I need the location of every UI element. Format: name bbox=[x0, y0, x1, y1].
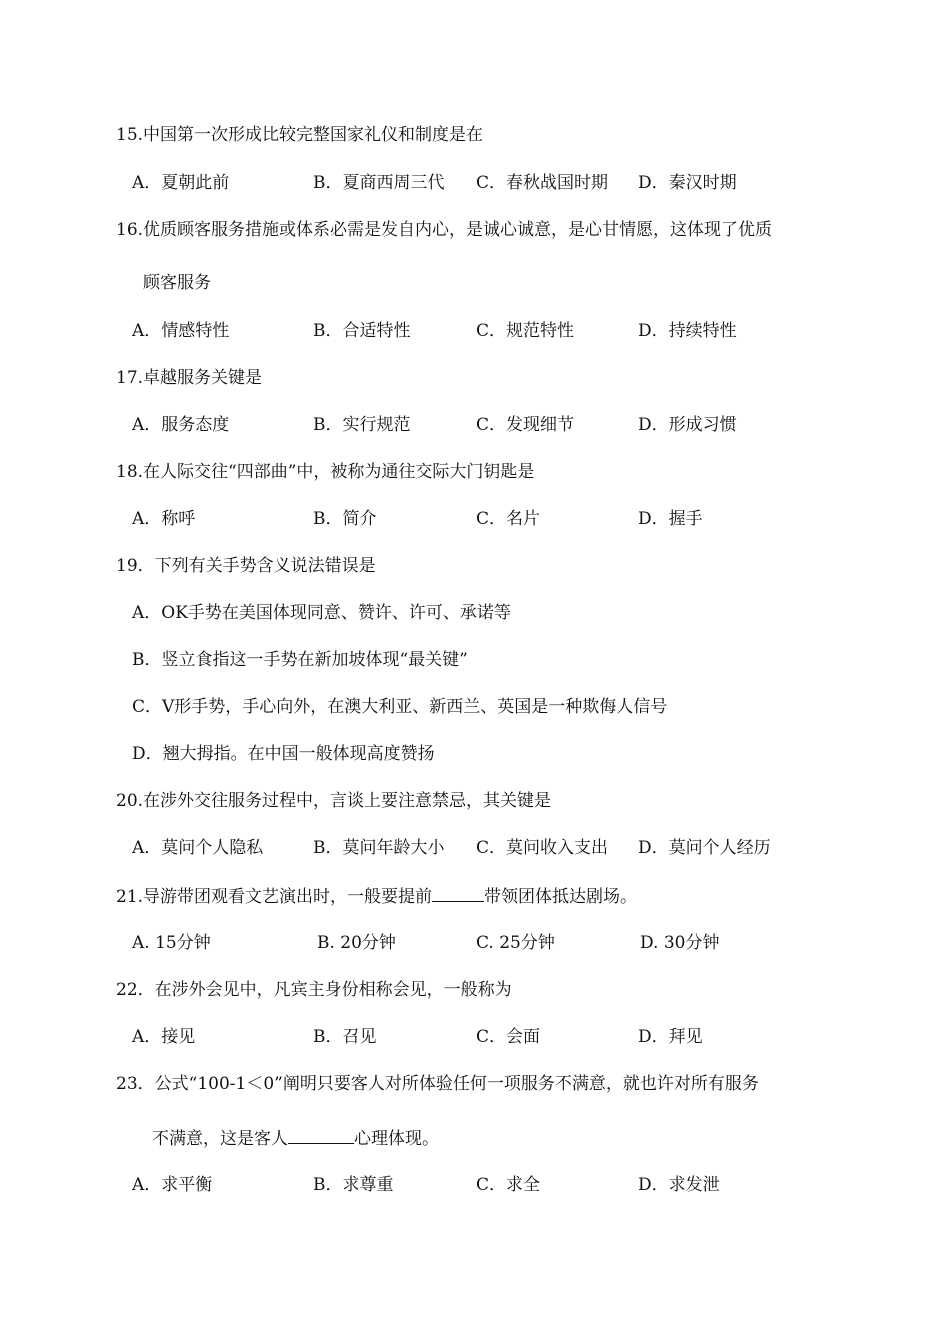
question-15: 15.中国第一次形成比较完整国家礼仪和制度是在 bbox=[116, 125, 484, 145]
question-23-text-before: 不满意，这是客人 bbox=[152, 1129, 288, 1149]
question-21-text-after: 带领团体抵达剧场。 bbox=[484, 887, 638, 907]
question-23: 23．公式“100-1＜0”阐明只要客人对所体验任何一项服务不满意，就也许对所有服务 bbox=[116, 1074, 759, 1094]
option-b: B．莫问年龄大小 bbox=[313, 838, 445, 858]
question-21-text-before: 21.导游带团观看文艺演出时，一般要提前 bbox=[116, 887, 433, 907]
option-b: B．竖立食指这一手势在新加坡体现“最关键” bbox=[132, 650, 468, 670]
option-c: C．发现细节 bbox=[476, 415, 575, 435]
option-b: B．求尊重 bbox=[313, 1175, 394, 1195]
answer-blank bbox=[432, 885, 484, 902]
option-d: D．秦汉时期 bbox=[638, 173, 737, 193]
question-17: 17.卓越服务关键是 bbox=[116, 368, 263, 388]
question-17-options bbox=[0, 414, 950, 436]
option-b: B．简介 bbox=[313, 509, 377, 529]
option-a: A. 15分钟 bbox=[132, 933, 211, 953]
option-d: D．形成习惯 bbox=[638, 415, 737, 435]
option-c: C．春秋战国时期 bbox=[476, 173, 609, 193]
question-23-continuation bbox=[152, 1127, 439, 1150]
question-20: 20.在涉外交往服务过程中，言谈上要注意禁忌，其关键是 bbox=[116, 791, 552, 811]
option-d: D．翘大拇指。在中国一般体现高度赞扬 bbox=[132, 744, 435, 764]
question-22: 22．在涉外会见中，凡宾主身份相称会见，一般称为 bbox=[116, 980, 512, 1000]
option-c: C．V形手势，手心向外，在澳大利亚、新西兰、英国是一种欺侮人信号 bbox=[132, 697, 668, 717]
option-d: D. 30分钟 bbox=[640, 933, 720, 953]
option-c: C．莫问收入支出 bbox=[476, 838, 609, 858]
question-21-options bbox=[0, 932, 950, 954]
option-c: C．会面 bbox=[476, 1027, 541, 1047]
option-a: A．求平衡 bbox=[132, 1175, 213, 1195]
option-c: C．名片 bbox=[476, 509, 541, 529]
option-d: D．求发泄 bbox=[638, 1175, 720, 1195]
option-c: C．规范特性 bbox=[476, 321, 575, 341]
question-15-options bbox=[0, 172, 950, 194]
option-c: C. 25分钟 bbox=[476, 933, 555, 953]
question-16-continuation: 顾客服务 bbox=[143, 273, 211, 293]
option-a: A．接见 bbox=[132, 1027, 196, 1047]
question-21 bbox=[116, 885, 637, 908]
answer-blank bbox=[288, 1127, 354, 1144]
option-b: B．合适特性 bbox=[313, 321, 411, 341]
option-d: D．握手 bbox=[638, 509, 703, 529]
option-a: A．夏朝此前 bbox=[132, 173, 230, 193]
option-d: D．莫问个人经历 bbox=[638, 838, 771, 858]
question-18-options bbox=[0, 508, 950, 530]
question-18: 18.在人际交往“四部曲”中，被称为通往交际大门钥匙是 bbox=[116, 462, 535, 482]
option-b: B．实行规范 bbox=[313, 415, 411, 435]
option-c: C．求全 bbox=[476, 1175, 541, 1195]
option-d: D．拜见 bbox=[638, 1027, 703, 1047]
question-22-options bbox=[0, 1026, 950, 1048]
option-a: A．称呼 bbox=[132, 509, 196, 529]
question-20-options bbox=[0, 837, 950, 859]
question-16: 16.优质顾客服务措施或体系必需是发自内心，是诚心诚意，是心甘情愿，这体现了优质 bbox=[116, 220, 773, 240]
question-23-text-after: 心理体现。 bbox=[354, 1129, 439, 1149]
option-a: A．莫问个人隐私 bbox=[132, 838, 264, 858]
option-d: D．持续特性 bbox=[638, 321, 737, 341]
option-a: A．OK手势在美国体现同意、赞许、许可、承诺等 bbox=[132, 603, 511, 623]
option-b: B．召见 bbox=[313, 1027, 377, 1047]
option-a: A．情感特性 bbox=[132, 321, 230, 341]
option-b: B. 20分钟 bbox=[317, 933, 396, 953]
question-19: 19．下列有关手势含义说法错误是 bbox=[116, 556, 376, 576]
question-16-options bbox=[0, 320, 950, 342]
option-a: A．服务态度 bbox=[132, 415, 230, 435]
option-b: B．夏商西周三代 bbox=[313, 173, 445, 193]
question-23-options bbox=[0, 1174, 950, 1196]
